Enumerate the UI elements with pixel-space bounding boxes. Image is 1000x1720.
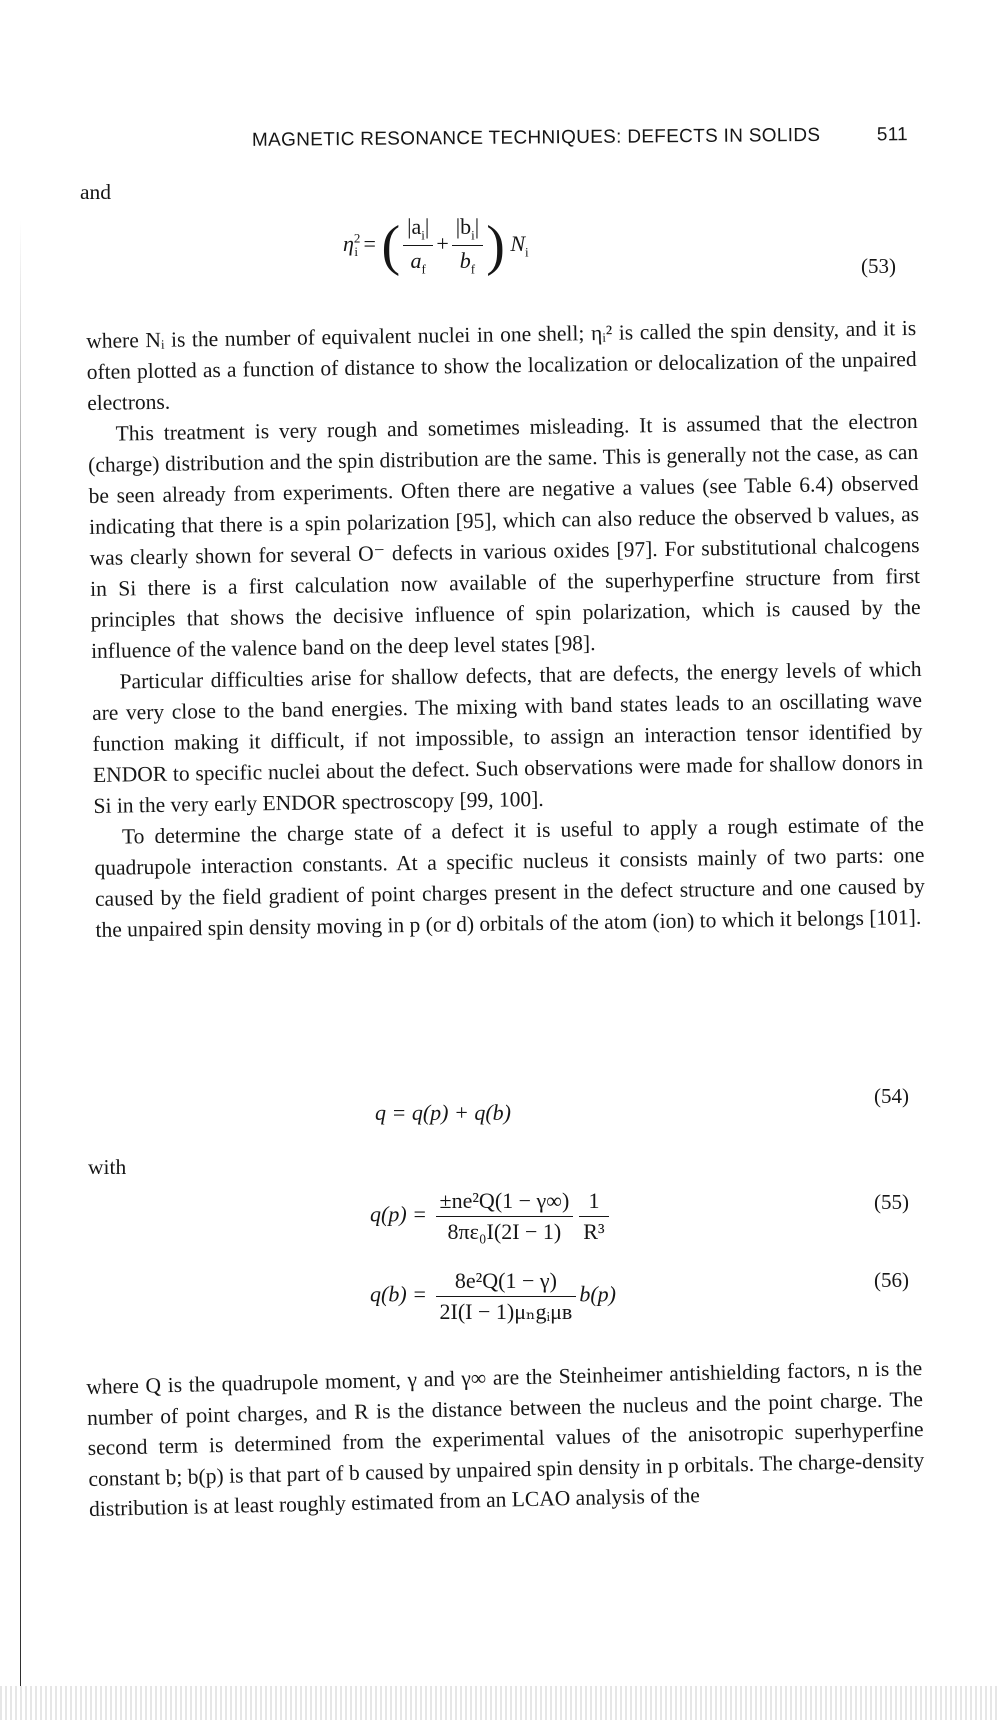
body-text-upper (86, 313, 926, 946)
eq55-fraction (436, 1188, 574, 1245)
eq56-tail: b(p) (579, 1281, 616, 1307)
page-bottom-scan-noise (0, 1686, 1000, 1720)
word-and: and (80, 180, 112, 204)
eq53-frac-a-num-end: | (424, 214, 430, 239)
running-header (252, 124, 908, 152)
body-text-lower (86, 1353, 925, 1524)
eq56-denominator: 2I(I − 1)μₙgᵢμʙ (436, 1296, 577, 1325)
eq53-lhs-sub: i (354, 244, 359, 260)
eq55-numerator: ±ne²Q(1 − γ∞) (439, 1188, 570, 1213)
eq53-lhs-sup: 2 (353, 230, 361, 246)
eq53-frac-b-den-sub: f (470, 261, 476, 277)
eq56-fraction (436, 1268, 577, 1325)
eq56-lhs: q(b) = (370, 1281, 427, 1307)
eq53-equals: = (363, 230, 376, 256)
paragraph-4: To determine the charge state of a defect it is useful to apply a rough estimate of the quadrupole interaction constants. At a specific nucleus it consists mainly of two parts: one caused by the field gradient of point charges present in the defect structure and one caused by the unpaired spin density moving in p (or d) orbitals of the atom (ion) to which it belongs [101]. (94, 811, 926, 942)
eq56-numerator: 8e²Q(1 − γ) (454, 1268, 557, 1293)
page-number: 511 (876, 124, 909, 146)
equation-56 (370, 1268, 616, 1325)
eq53-frac-b-num-sub: i (471, 227, 475, 243)
eq53-lhs: η (343, 230, 354, 256)
eq55-fraction-r (579, 1188, 608, 1245)
eq53-fraction-b (452, 214, 483, 278)
eq53-fraction-a (403, 214, 433, 278)
eq53-frac-b-num: |b (455, 214, 472, 239)
equation-53 (343, 214, 529, 278)
equation-55 (370, 1188, 612, 1245)
eq55-denominator: 8πε₀I(2I − 1) (436, 1216, 574, 1245)
eq53-frac-a-num: |a (407, 214, 422, 239)
paragraph-1: where Nᵢ is the number of equivalent nuclei in one shell; ηᵢ² is called the spin density, and it is often plotted as a function of distance to show the localization or delocalization of the unpaired electrons. (86, 315, 917, 415)
word-with: with (88, 1155, 127, 1179)
paragraph-5: where Q is the quadrupole moment, γ and γ∞ are the Steinheimer antishielding factors, n is the number of point charges, and R is the distance between the nucleus and the point charge. The second term is determined from the experimental values of the anisotropic superhyperfine constant b; b(p) is that part of b caused by unpaired spin density in p orbitals. The charge-density distribution is at least roughly estimated from an LCAO analysis of the (86, 1356, 925, 1521)
eq53-frac-a-den: a (410, 248, 422, 274)
eq53-frac-a-num-sub: i (421, 227, 425, 243)
eq55-lhs: q(p) = (370, 1201, 427, 1227)
paragraph-2: This treatment is very rough and sometimes misleading. It is assumed that the electron (charge) distribution and the spin distribution are the same. This is generally not the case, as can be seen already from experiments. Often there are negative a values (see Table 6.4) observed indicating that there is a spin polarization [95], which can also reduce the observed b values, as was clearly shown for several O⁻ defects in various oxides [97]. For substitutional chalcogens in Si there is a first calculation now available of the superhyperfine structure from first principles that shows the decisive influence of spin polarization, which is caused by the influence of the valence band on the deep level states [98]. (87, 408, 921, 663)
eq56-number: (56) (874, 1268, 909, 1292)
eq55-frac2-num: 1 (588, 1188, 600, 1213)
page-edge-shadow (20, 220, 21, 1700)
header-title: MAGNETIC RESONANCE TECHNIQUES: DEFECTS IN SOLIDS (251, 124, 821, 151)
equation-54: q = q(p) + q(b) (375, 1100, 511, 1125)
eq53-frac-b-num-end: | (474, 214, 480, 239)
eq53-tail: N (510, 230, 526, 256)
eq55-frac2-den: R³ (579, 1216, 608, 1245)
eq53-number: (53) (861, 254, 896, 278)
paragraph-3: Particular difficulties arise for shallow defects, that are defects, the energy levels of which are very close to the band energies. The mixing with band states leads to an oscillating wave function making it difficult, if not impossible, to assign an interaction tensor identified by ENDOR to specific nuclei about the defect. Such observations were made for shallow donors in Si in the very early ENDOR spectroscopy [99, 100]. (91, 656, 924, 818)
eq55-number: (55) (874, 1190, 909, 1214)
eq53-frac-b-den: b (459, 248, 471, 274)
eq53-left-paren: ( (381, 214, 401, 277)
eq53-right-paren: ) (486, 214, 505, 277)
eq53-tail-sub: i (525, 244, 529, 260)
eq53-plus: + (436, 230, 449, 256)
eq53-frac-a-den-sub: f (421, 261, 426, 277)
eq54-number: (54) (874, 1084, 909, 1108)
